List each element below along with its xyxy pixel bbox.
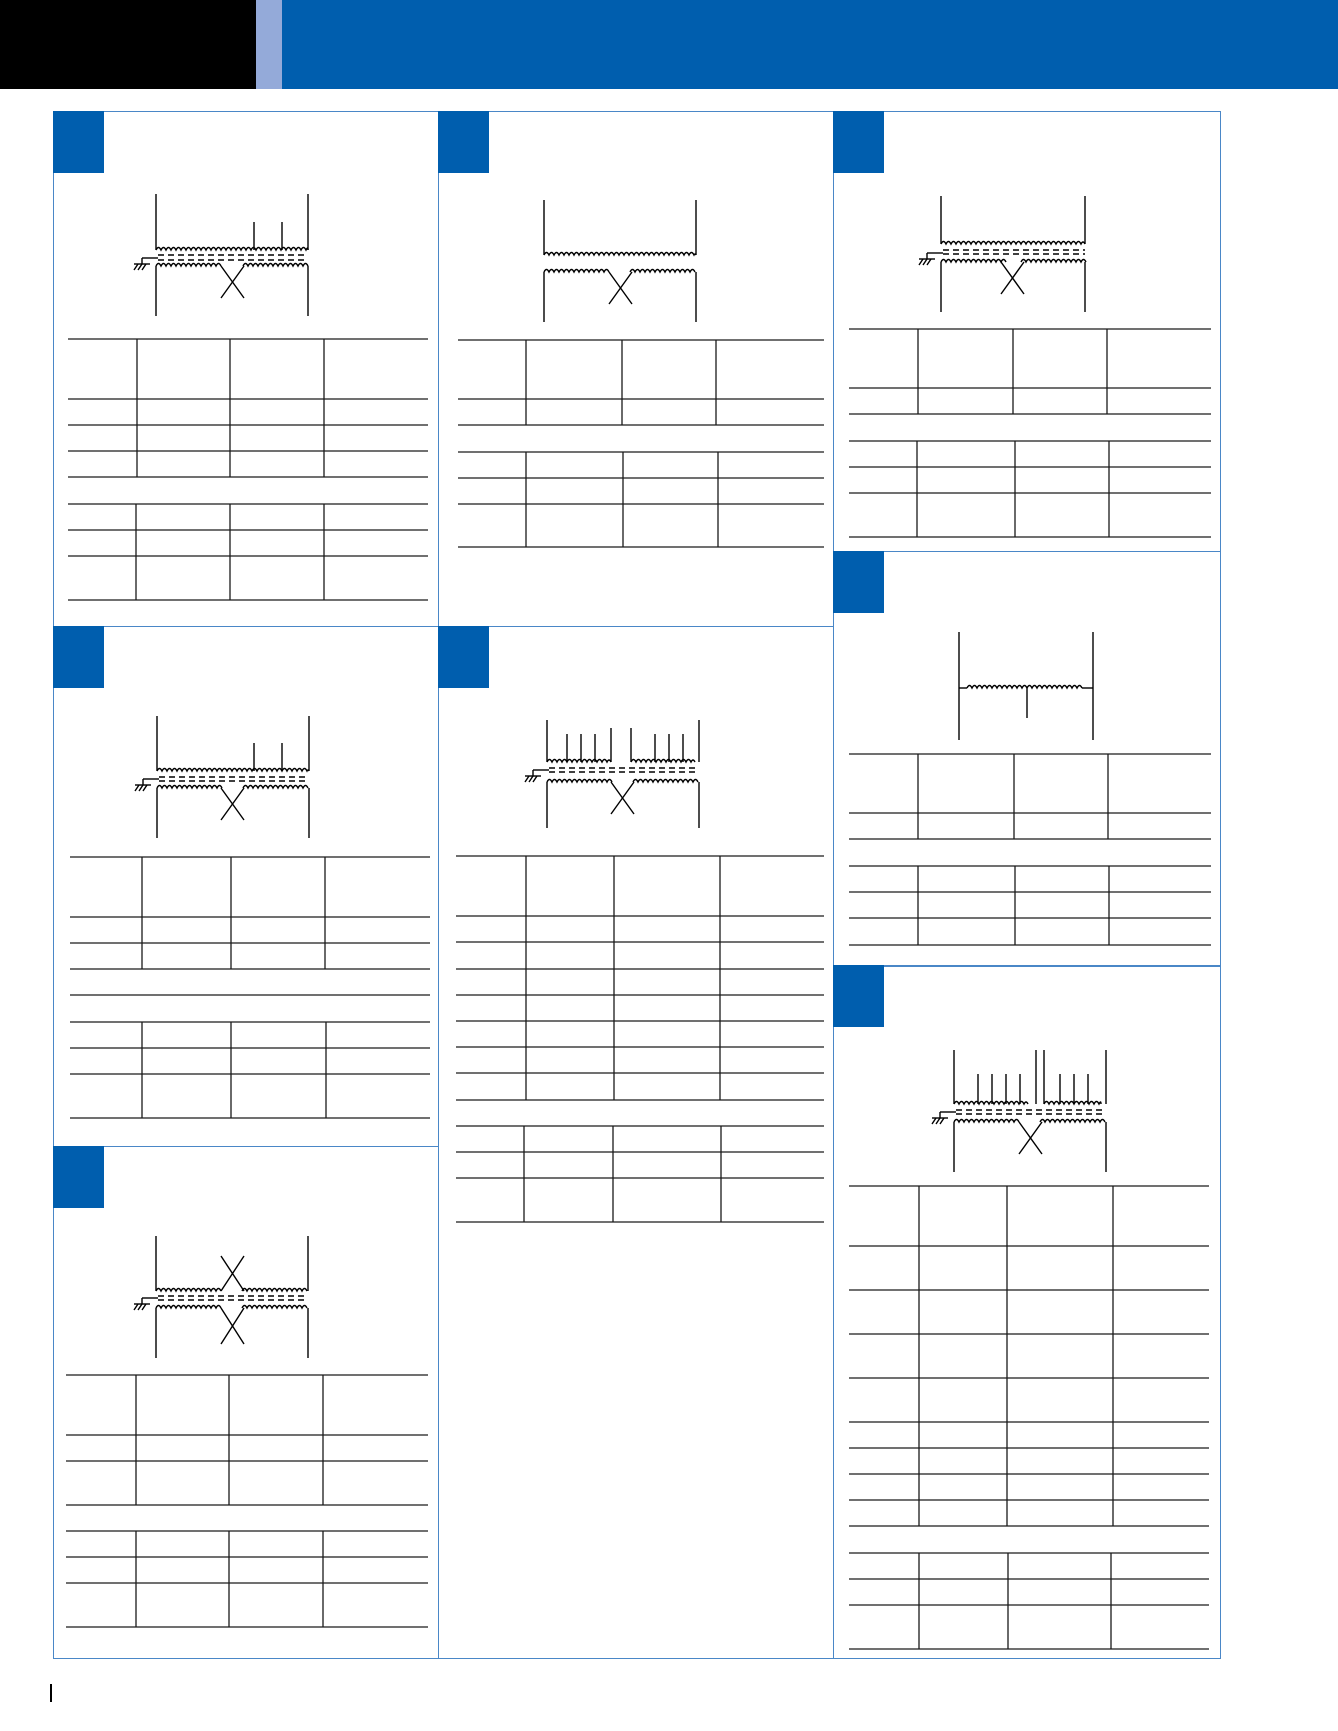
panel-c-table [849, 328, 1211, 540]
page-margin-rule [50, 1684, 52, 1702]
header-title-band [282, 0, 1338, 89]
header-accent-block [256, 0, 282, 89]
panel-f-autotransformer-diagram [955, 632, 1095, 742]
panel-f-badge [833, 551, 884, 613]
panel-c-badge [833, 111, 884, 173]
panel-d-badge [53, 626, 104, 688]
panel-b-transformer-diagram [540, 200, 710, 324]
panel-g-table [66, 1374, 428, 1630]
panel-a-badge [53, 111, 104, 173]
panel-c-transformer-diagram [913, 196, 1093, 314]
panel-d-transformer-diagram [129, 716, 321, 840]
panel-f-table [849, 753, 1211, 947]
panel-d-table [70, 856, 430, 1121]
panel-b-table [458, 339, 824, 551]
panel-h-badge [833, 965, 884, 1027]
panel-e-transformer-diagram [519, 720, 709, 840]
panel-e-table [456, 855, 824, 1225]
panel-g-transformer-diagram [128, 1236, 318, 1360]
panel-g-badge [53, 1146, 104, 1208]
header-black-block [0, 0, 258, 89]
panel-b-badge [438, 111, 489, 173]
panel-h-table [849, 1185, 1209, 1650]
panel-a-transformer-diagram [128, 194, 318, 320]
panel-e-badge [438, 626, 489, 688]
panel-h-transformer-diagram [926, 1050, 1116, 1174]
panel-a-table [68, 338, 428, 603]
